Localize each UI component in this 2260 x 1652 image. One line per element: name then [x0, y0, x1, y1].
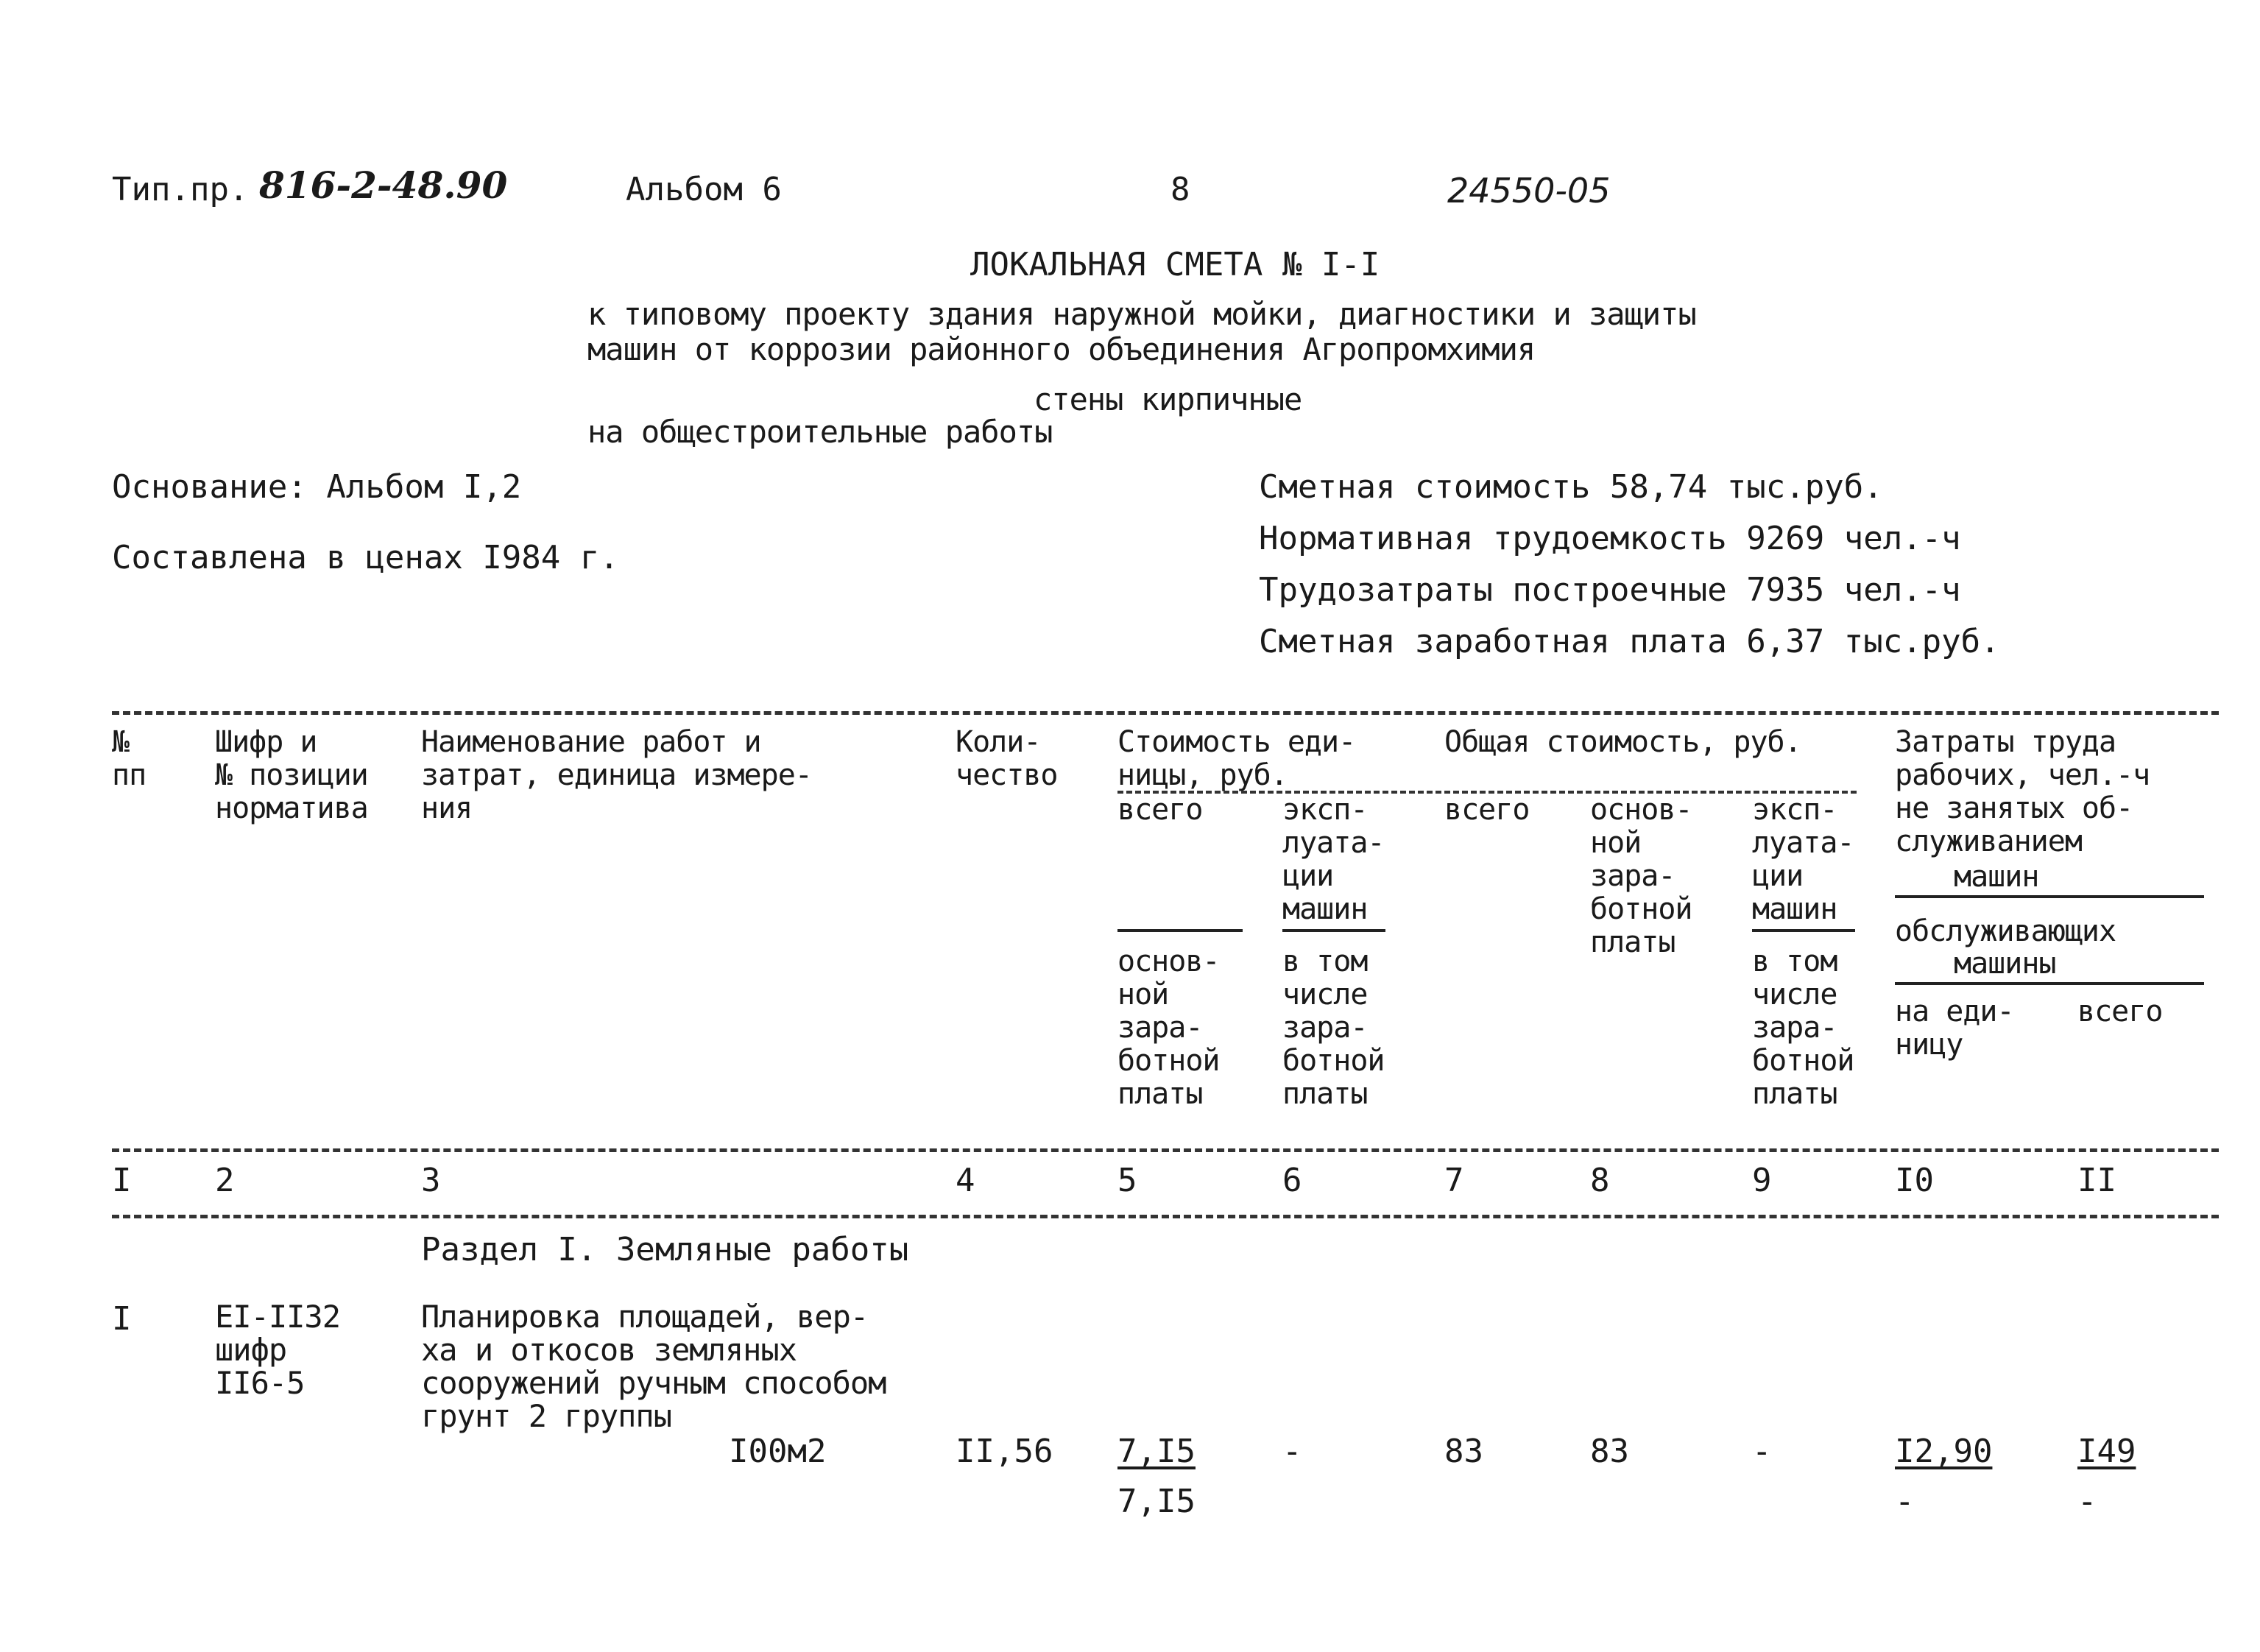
- row-num: I: [112, 1300, 132, 1338]
- doc-number: 24550-05: [1447, 171, 1611, 211]
- col-header-labor-unit: на еди- ницу: [1895, 995, 2014, 1062]
- numbers-bottom-rule: [112, 1215, 2219, 1218]
- col-number-4: 4: [956, 1162, 975, 1199]
- col-header-total: всего: [1444, 793, 1530, 827]
- col-header-total-incl: в том числе зара- ботной платы: [1752, 945, 1854, 1111]
- row-unit-machines: -: [1282, 1433, 1302, 1470]
- row-labor-unit-machines: -: [1895, 1483, 1915, 1520]
- col-header-total-salary: основ- ной зара- ботной платы: [1590, 793, 1692, 959]
- col-header-code: Шифр и № позиции норматива: [215, 725, 368, 825]
- subtitle-walls: стены кирпичные: [1034, 381, 1302, 417]
- row-labor-total-machines: -: [2077, 1483, 2097, 1520]
- table-top-rule: [112, 711, 2219, 715]
- col-header-name: Наименование работ и затрат, единица измере- ния: [421, 725, 812, 825]
- col-number-1: I: [112, 1162, 132, 1199]
- col-header-total-cost: Общая стоимость, руб.: [1444, 725, 1801, 759]
- total-machines-rule: [1752, 929, 1855, 932]
- col-header-qty: Коли- чество: [956, 725, 1058, 792]
- row-labor-unit: I2,90: [1895, 1433, 1993, 1470]
- row-unit-salary: 7,I5: [1117, 1483, 1196, 1520]
- project-code: 816-2-48.90: [259, 163, 508, 207]
- album-label: Альбом 6: [626, 171, 782, 208]
- col-header-total-machines: эксп- луата- ции машин: [1752, 793, 1854, 926]
- col-number-8: 8: [1590, 1162, 1610, 1199]
- col-number-6: 6: [1282, 1162, 1302, 1199]
- header-prefix: Тип.пр.: [112, 171, 249, 208]
- row-qty: II,56: [956, 1433, 1053, 1470]
- header-bottom-rule: [112, 1148, 2219, 1152]
- basis: Основание: Альбом I,2: [112, 468, 522, 506]
- document-title: ЛОКАЛЬНАЯ СМЕТА № I-I: [970, 246, 1380, 283]
- col-number-9: 9: [1752, 1162, 1772, 1199]
- row-unit-total: 7,I5: [1117, 1433, 1196, 1470]
- col-header-labor-serving2: машины: [1954, 947, 2056, 981]
- labor-serving-rule: [1895, 982, 2204, 985]
- col-header-num: № пп: [112, 725, 146, 792]
- normative-labor: Нормативная трудоемкость 9269 чел.-ч: [1259, 520, 1961, 557]
- unit-machines-rule: [1282, 929, 1385, 932]
- col-number-11: II: [2077, 1162, 2116, 1199]
- row-total-salary: 83: [1590, 1433, 1629, 1470]
- col-number-5: 5: [1117, 1162, 1137, 1199]
- col-header-unit-incl: в том числе зара- ботной платы: [1282, 945, 1385, 1111]
- col-header-unit-machines: эксп- луата- ции машин: [1282, 793, 1385, 926]
- col-header-labor: Затраты труда рабочих, чел.-ч не занятых об- служиванием: [1895, 725, 2150, 858]
- page-number: 8: [1170, 171, 1190, 208]
- col-header-unit-salary: основ- ной зара- ботной платы: [1117, 945, 1220, 1111]
- col-header-labor-machines: машин: [1954, 860, 2039, 894]
- construction-labor: Трудозатраты построечные 7935 чел.-ч: [1259, 571, 1961, 609]
- col-number-2: 2: [215, 1162, 235, 1199]
- col-header-unit-total: всего: [1117, 793, 1203, 827]
- col-header-labor-serving: обслуживающих: [1895, 914, 2116, 948]
- unit-total-rule: [1117, 929, 1243, 932]
- estimated-salary: Сметная заработная плата 6,37 тыс.руб.: [1259, 623, 2000, 660]
- col-header-unit-cost: Стоимость еди- ницы, руб.: [1117, 725, 1356, 792]
- row-code: EI-II32 шифр II6-5: [215, 1299, 341, 1401]
- subtitle-works: на общестроительные работы: [587, 414, 1053, 450]
- labor-machines-rule: [1895, 895, 2204, 898]
- row-labor-total: I49: [2077, 1433, 2136, 1470]
- prices-year: Составлена в ценах I984 г.: [112, 539, 619, 576]
- row-unit: I00м2: [729, 1433, 827, 1470]
- subtitle-line-1: к типовому проекту здания наружной мойки, диагностики и защиты: [587, 296, 1696, 332]
- row-name: Планировка площадей, вер- ха и откосов земляных сооружений ручным способом грунт 2 группы: [421, 1299, 886, 1434]
- col-number-3: 3: [421, 1162, 441, 1199]
- col-header-labor-total: всего: [2077, 995, 2163, 1028]
- estimated-cost: Сметная стоимость 58,74 тыс.руб.: [1259, 468, 1883, 506]
- row-total: 83: [1444, 1433, 1483, 1470]
- col-number-10: I0: [1895, 1162, 1934, 1199]
- subtitle-line-2: машин от коррозии районного объединения Агропромхимия: [587, 331, 1536, 367]
- row-total-machines: -: [1752, 1433, 1772, 1470]
- col-number-7: 7: [1444, 1162, 1464, 1199]
- section-title: Раздел I. Земляные работы: [421, 1231, 909, 1268]
